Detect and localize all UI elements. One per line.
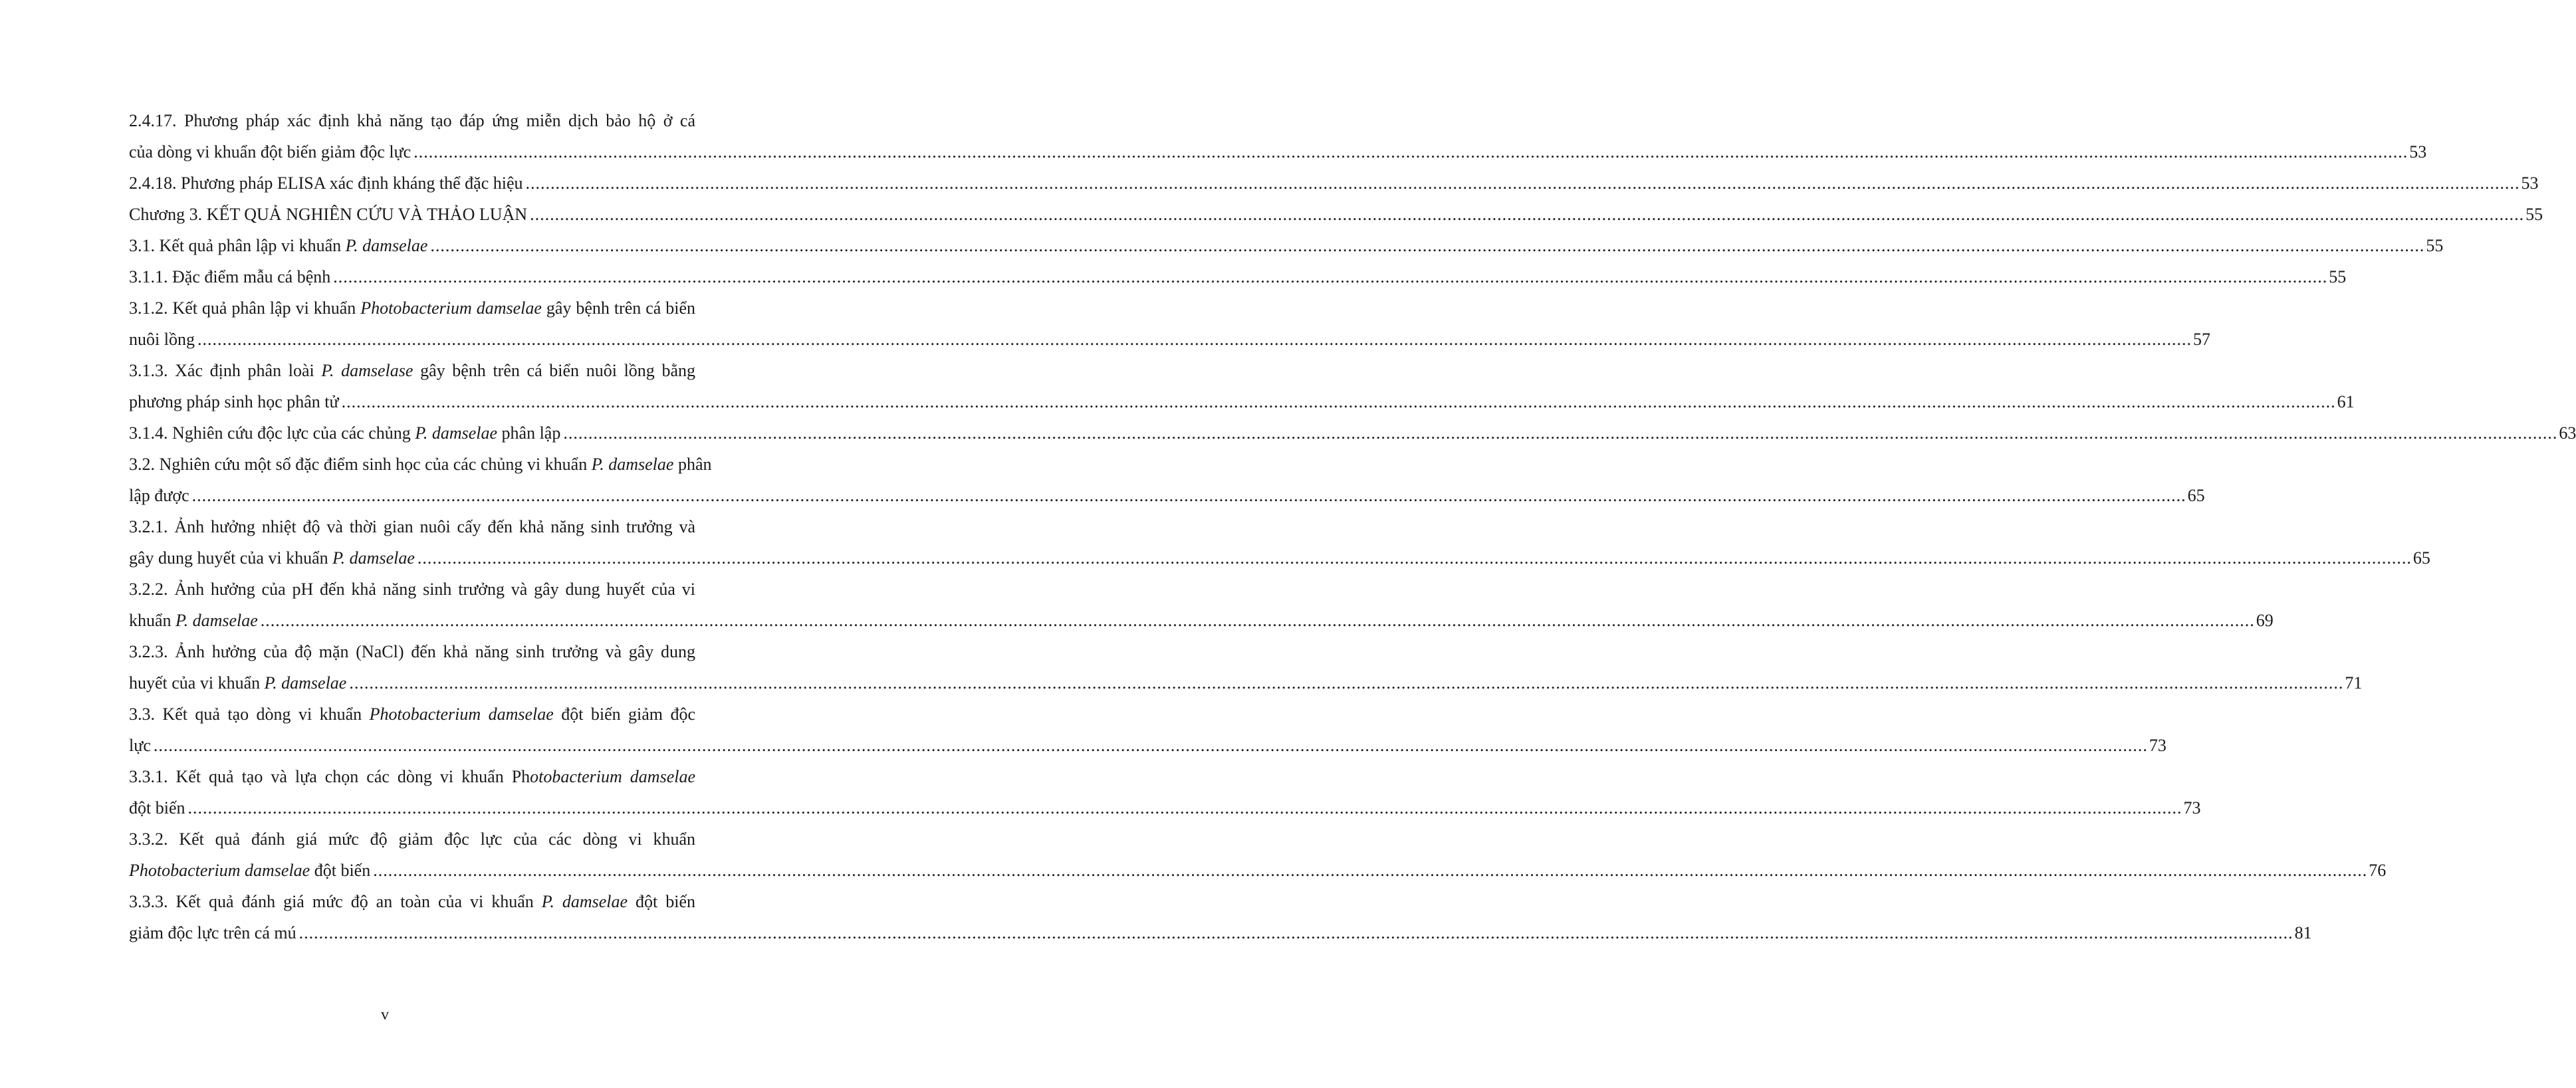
- toc-entry-text: 3.3.3. Kết quả đánh giá mức độ an toàn của vi khuẩn: [129, 892, 542, 911]
- toc-entry-first-line: [129, 823, 695, 855]
- toc-leader-dots: ................................................................................................................................................................................................................................................................................................................................................................................................................: [417, 548, 2412, 568]
- toc-entry-title: [129, 167, 523, 199]
- toc-entry-text: đột biến: [129, 798, 185, 817]
- toc-entry-title: [129, 386, 339, 417]
- toc-entry-first-line: [129, 292, 695, 324]
- toc-leader-dots: ................................................................................................................................................................................................................................................................................................................................................................................................................: [430, 236, 2425, 255]
- toc-entry-italic-text: P. damselase: [321, 361, 413, 380]
- toc-entry-text: phân lập: [497, 423, 561, 443]
- toc-page-number: 55: [2426, 236, 2444, 255]
- toc-entry-first-line: [129, 355, 695, 386]
- toc-entry-italic-text: Photobacterium damselae: [369, 705, 554, 724]
- toc-entry-last-line: [129, 917, 2312, 948]
- toc-page-number: 69: [2256, 611, 2274, 630]
- toc-entry-first-line: [129, 699, 695, 730]
- toc-entry-last-line: [129, 167, 2539, 199]
- toc-leader-dots: ................................................................................................................................................................................................................................................................................................................................................................................................................: [187, 798, 2182, 817]
- toc-entry[interactable]: [129, 355, 2355, 417]
- toc-entry-italic-text: Photobacterium damselae: [360, 298, 542, 318]
- toc-entry-text: phân: [673, 455, 712, 474]
- toc-entry-last-line: [129, 261, 2347, 292]
- toc-entry[interactable]: [129, 105, 2427, 167]
- toc-entry-title: [129, 667, 346, 699]
- toc-entry-text: đột biến: [628, 892, 696, 911]
- toc-page-number: 65: [2412, 548, 2430, 568]
- toc-page-number: 61: [2337, 392, 2355, 411]
- toc-page-number: 76: [2369, 861, 2387, 880]
- toc-entry[interactable]: [129, 199, 2543, 230]
- toc-entry-text: 3.2.2. Ảnh hưởng của pH đến khả năng sinh trưởng và gây dung huyết của vi: [129, 580, 695, 599]
- toc-entry-last-line: [129, 136, 2427, 167]
- toc-entry[interactable]: [129, 699, 2166, 761]
- toc-entry-title: [129, 261, 330, 292]
- toc-entry-last-line: [129, 417, 2576, 449]
- toc-entry-text: huyết của vi khuẩn: [129, 673, 265, 693]
- toc-leader-dots: ................................................................................................................................................................................................................................................................................................................................................................................................................: [298, 923, 2293, 942]
- toc-entry[interactable]: [129, 261, 2347, 292]
- toc-entry-italic-text: P. damselae: [591, 455, 674, 474]
- toc-entry-last-line: [129, 855, 2387, 886]
- toc-entry-first-line: [129, 105, 695, 136]
- toc-page-number: 65: [2187, 486, 2205, 505]
- toc-leader-dots: ................................................................................................................................................................................................................................................................................................................................................................................................................: [191, 486, 2186, 505]
- toc-page-number: 55: [2329, 267, 2347, 286]
- toc-leader-dots: ................................................................................................................................................................................................................................................................................................................................................................................................................: [260, 611, 2255, 630]
- toc-entry-italic-text: P. damselae: [541, 892, 628, 911]
- toc-leader-dots: ................................................................................................................................................................................................................................................................................................................................................................................................................: [197, 330, 2192, 349]
- toc-entry[interactable]: [129, 511, 2430, 574]
- toc-entry[interactable]: [129, 574, 2274, 636]
- toc-entry-text: 3.3.2. Kết quả đánh giá mức độ giảm độc lực của các dòng vi khuẩn: [129, 829, 695, 849]
- toc-entry[interactable]: [129, 167, 2539, 199]
- toc-page-number: 73: [2149, 736, 2166, 755]
- toc-entry-last-line: [129, 792, 2201, 823]
- toc-entry-first-line: [129, 511, 695, 542]
- toc-leader-dots: ................................................................................................................................................................................................................................................................................................................................................................................................................: [373, 861, 2368, 880]
- toc-entry-text: lực: [129, 736, 151, 755]
- toc-entry[interactable]: [129, 292, 2210, 355]
- toc-page-number: 57: [2192, 330, 2210, 349]
- toc-entry-last-line: [129, 386, 2355, 417]
- toc-entry-title: [129, 480, 189, 511]
- toc-entry[interactable]: [129, 823, 2387, 886]
- toc-entry-italic-text: P. damselae: [345, 236, 428, 255]
- toc-entry-text: 3.1. Kết quả phân lập vi khuẩn: [129, 236, 346, 255]
- toc-leader-dots: ................................................................................................................................................................................................................................................................................................................................................................................................................: [563, 423, 2558, 443]
- toc-entry-title: [129, 417, 560, 449]
- toc-entry-title: [129, 324, 195, 355]
- toc-entry-title: [129, 792, 185, 823]
- toc-entry-text: gây bệnh trên cá biển: [541, 298, 695, 318]
- toc-entry-text: 2.4.17. Phương pháp xác định khả năng tạo đáp ứng miễn dịch bảo hộ ở cá: [129, 111, 695, 130]
- page-number: v: [381, 1006, 389, 1024]
- toc-leader-dots: ................................................................................................................................................................................................................................................................................................................................................................................................................: [333, 267, 2328, 286]
- toc-entry-title: [129, 855, 370, 886]
- toc-entry-text: 3.2.1. Ảnh hưởng nhiệt độ và thời gian nuôi cấy đến khả năng sinh trưởng và: [129, 517, 695, 536]
- toc-entry-text: Chương 3. KẾT QUẢ NGHIÊN CỨU VÀ THẢO LUẬN: [129, 205, 528, 224]
- toc-entry-text: 2.4.18. Phương pháp ELISA xác định kháng thể đặc hiệu: [129, 173, 523, 193]
- toc-entry-text: của dòng vi khuẩn đột biến giảm độc lực: [129, 142, 411, 162]
- toc-entry-last-line: [129, 542, 2430, 574]
- toc-entry-text: 3.1.3. Xác định phân loài: [129, 361, 322, 380]
- toc-entry[interactable]: [129, 230, 2444, 261]
- toc-entry-last-line: [129, 480, 2205, 511]
- toc-entry-text: gây bệnh trên cá biển nuôi lồng bằng: [413, 361, 695, 380]
- toc-entry-text: 3.1.1. Đặc điểm mẫu cá bệnh: [129, 267, 331, 286]
- toc-page-number: 53: [2521, 173, 2539, 193]
- toc-entry-italic-text: P. damselae: [264, 673, 347, 693]
- toc-page-number: 63: [2559, 423, 2576, 443]
- toc-entry-last-line: [129, 199, 2543, 230]
- toc-entry-first-line: [129, 886, 695, 917]
- toc-leader-dots: ................................................................................................................................................................................................................................................................................................................................................................................................................: [153, 736, 2148, 755]
- toc-entry-italic-text: otobacterium damselae: [530, 767, 696, 786]
- toc-entry-text: khuẩn: [129, 611, 176, 630]
- toc-page-number: 71: [2345, 673, 2363, 693]
- toc-entry-text: 3.1.2. Kết quả phân lập vi khuẩn: [129, 298, 361, 318]
- toc-entry[interactable]: [129, 886, 2312, 948]
- toc-page-number: 81: [2294, 923, 2312, 942]
- toc-entry-text: lập được: [129, 486, 189, 505]
- toc-entry-text: 3.2. Nghiên cứu một số đặc điểm sinh học của các chủng vi khuẩn: [129, 455, 592, 474]
- toc-leader-dots: ................................................................................................................................................................................................................................................................................................................................................................................................................: [341, 392, 2336, 411]
- toc-entry-text: gây dung huyết của vi khuẩn: [129, 548, 333, 568]
- toc-entry[interactable]: [129, 417, 2576, 449]
- toc-entry-last-line: [129, 730, 2166, 761]
- toc-page-number: 73: [2183, 798, 2201, 817]
- toc-entry-italic-text: P. damselae: [332, 548, 415, 568]
- toc-entry-italic-text: P. damselae: [415, 423, 498, 443]
- toc-entry-text: đột biến giảm độc: [553, 705, 695, 724]
- toc-entry-first-line: [129, 449, 712, 480]
- toc-leader-dots: ................................................................................................................................................................................................................................................................................................................................................................................................................: [530, 205, 2525, 224]
- toc-entry-text: giảm độc lực trên cá mú: [129, 923, 296, 942]
- toc-entry-title: [129, 230, 427, 261]
- table-of-contents: [129, 105, 2576, 948]
- toc-entry-title: [129, 136, 411, 167]
- toc-entry-text: 3.1.4. Nghiên cứu độc lực của các chủng: [129, 423, 415, 443]
- toc-entry-text: nuôi lồng: [129, 330, 195, 349]
- toc-entry-title: [129, 917, 296, 948]
- toc-page-number: 53: [2409, 142, 2427, 162]
- toc-entry-title: [129, 605, 258, 636]
- toc-entry-text: phương pháp sinh học phân tử: [129, 392, 339, 411]
- toc-entry-first-line: [129, 761, 695, 792]
- toc-entry-title: [129, 542, 415, 574]
- toc-entry-last-line: [129, 667, 2363, 699]
- toc-entry[interactable]: [129, 636, 2363, 699]
- toc-entry-last-line: [129, 324, 2210, 355]
- toc-leader-dots: ................................................................................................................................................................................................................................................................................................................................................................................................................: [413, 142, 2408, 162]
- toc-entry-italic-text: P. damselae: [176, 611, 258, 630]
- toc-entry-italic-text: Photobacterium damselae: [129, 861, 310, 880]
- toc-entry-text: 3.2.3. Ảnh hưởng của độ mặn (NaCl) đến khả năng sinh trưởng và gây dung: [129, 642, 695, 661]
- toc-entry-title: [129, 199, 527, 230]
- toc-entry-title: [129, 730, 151, 761]
- toc-entry-first-line: [129, 574, 695, 605]
- toc-entry-first-line: [129, 636, 695, 667]
- toc-entry[interactable]: [129, 761, 2201, 823]
- toc-leader-dots: ................................................................................................................................................................................................................................................................................................................................................................................................................: [525, 173, 2520, 193]
- toc-entry-text: 3.3. Kết quả tạo dòng vi khuẩn: [129, 705, 370, 724]
- toc-entry-text: 3.3.1. Kết quả tạo và lựa chọn các dòng vi khuẩn Ph: [129, 767, 530, 786]
- toc-leader-dots: ................................................................................................................................................................................................................................................................................................................................................................................................................: [349, 673, 2344, 693]
- toc-entry-last-line: [129, 605, 2274, 636]
- toc-entry[interactable]: [129, 449, 2205, 511]
- toc-entry-last-line: [129, 230, 2444, 261]
- toc-page-number: 55: [2525, 205, 2543, 224]
- toc-entry-text: đột biến: [310, 861, 371, 880]
